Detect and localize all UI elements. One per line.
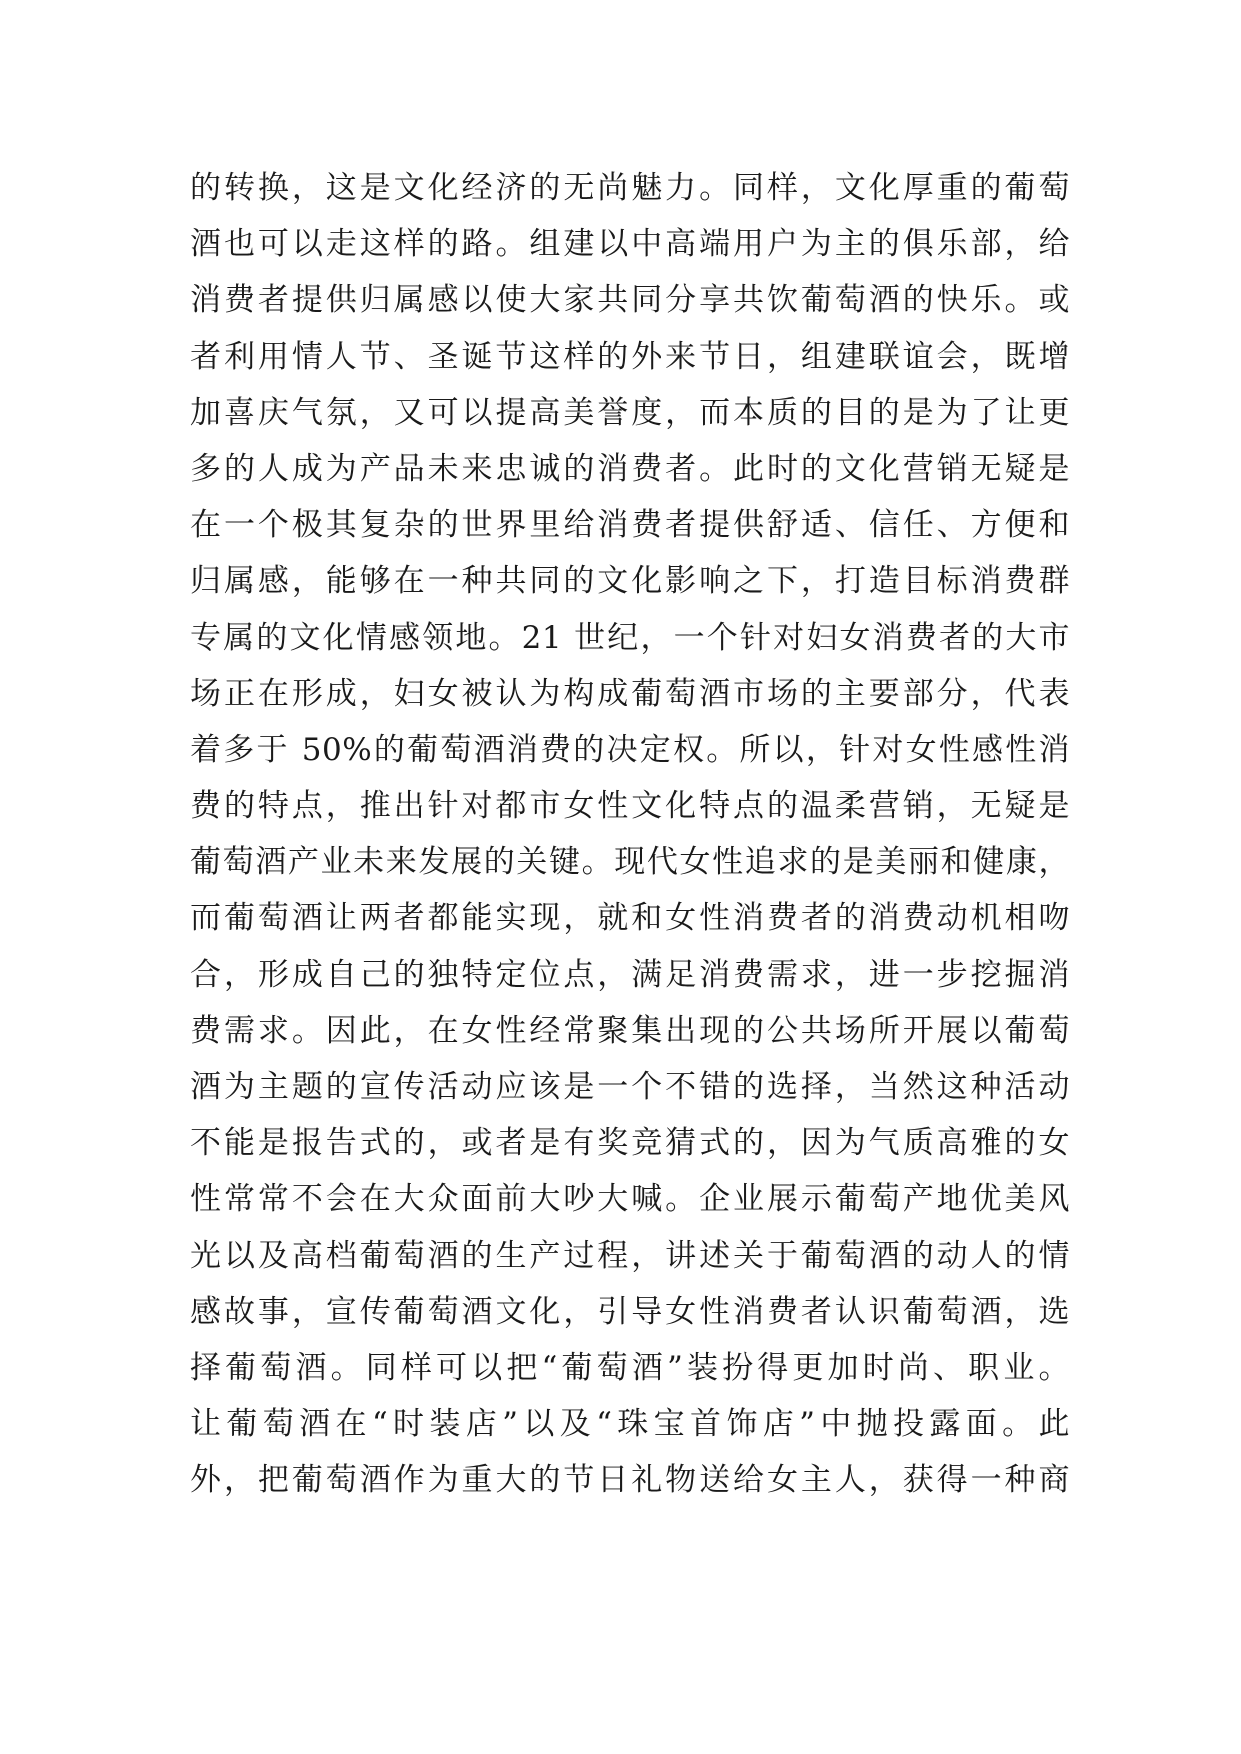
text-line: 消费者提供归属感以使大家共同分享共饮葡萄酒的快乐。或 <box>190 282 1070 319</box>
text-line: 性常常不会在大众面前大吵大喊。企业展示葡萄产地优美风 <box>190 1181 1070 1218</box>
text-line: 费的特点，推出针对都市女性文化特点的温柔营销，无疑是 <box>190 788 1070 825</box>
text-line: 酒为主题的宣传活动应该是一个不错的选择，当然这种活动 <box>190 1069 1070 1105</box>
text-line: 外，把葡萄酒作为重大的节日礼物送给女主人，获得一种商 <box>190 1462 1070 1499</box>
text-line: 合，形成自己的独特定位点，满足消费需求，进一步挖掘消 <box>190 956 1070 993</box>
text-line: 多的人成为产品未来忠诚的消费者。此时的文化营销无疑是 <box>190 450 1070 487</box>
text-line: 感故事，宣传葡萄酒文化，引导女性消费者认识葡萄酒，选 <box>190 1293 1070 1330</box>
body-text <box>190 160 1070 1509</box>
text-line: 让葡萄酒在“时装店”以及“珠宝首饰店”中抛投露面。此 <box>190 1406 1070 1443</box>
text-line: 的转换，这是文化经济的无尚魅力。同样，文化厚重的葡萄 <box>190 170 1070 206</box>
text-line: 者利用情人节、圣诞节这样的外来节日，组建联谊会，既增 <box>190 338 1070 375</box>
text-line: 酒也可以走这样的路。组建以中高端用户为主的俱乐部，给 <box>190 226 1070 263</box>
text-line: 费需求。因此，在女性经常聚集出现的公共场所开展以葡萄 <box>190 1012 1070 1049</box>
text-line: 加喜庆气氛，又可以提高美誉度，而本质的目的是为了让更 <box>190 394 1070 431</box>
text-line: 场正在形成，妇女被认为构成葡萄酒市场的主要部分，代表 <box>190 675 1070 712</box>
text-line: 而葡萄酒让两者都能实现，就和女性消费者的消费动机相吻 <box>190 900 1070 937</box>
text-line: 不能是报告式的，或者是有奖竞猜式的，因为气质高雅的女 <box>190 1125 1070 1162</box>
text-line: 在一个极其复杂的世界里给消费者提供舒适、信任、方便和 <box>190 507 1070 544</box>
text-line: 葡萄酒产业未来发展的关键。现代女性追求的是美丽和健康， <box>190 844 1070 881</box>
text-line: 择葡萄酒。同样可以把“葡萄酒”装扮得更加时尚、职业。 <box>190 1349 1070 1386</box>
text-line: 专属的文化情感领地。21 世纪，一个针对妇女消费者的大市 <box>190 619 1070 656</box>
text-line: 光以及高档葡萄酒的生产过程，讲述关于葡萄酒的动人的情 <box>190 1237 1070 1274</box>
text-line: 归属感，能够在一种共同的文化影响之下，打造目标消费群 <box>190 563 1070 600</box>
text-line: 着多于 50%的葡萄酒消费的决定权。所以，针对女性感性消 <box>190 731 1070 768</box>
